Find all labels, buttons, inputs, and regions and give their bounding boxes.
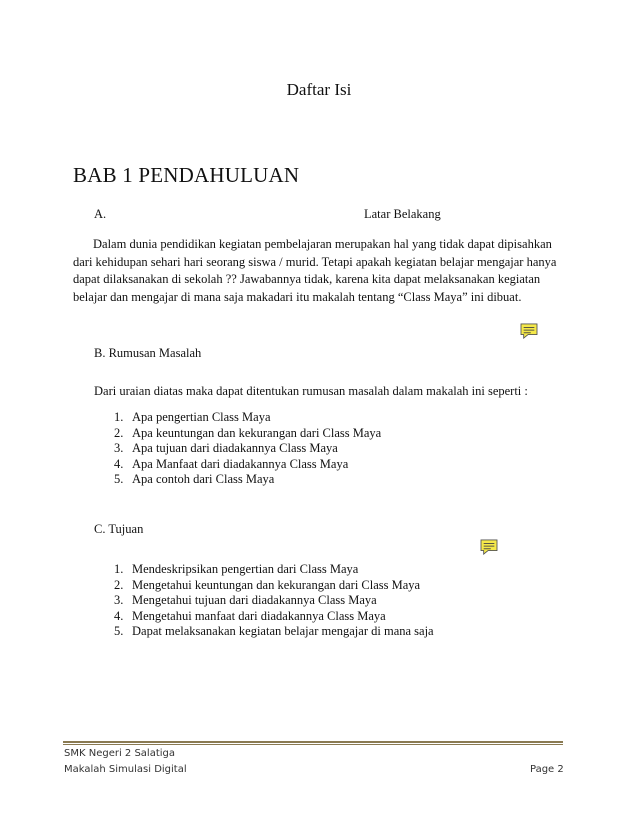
footer-rule [63,741,563,743]
section-a-letter: A. [94,207,107,221]
chapter-heading: BAB 1 PENDAHULUAN [73,163,300,187]
footer-school: SMK Negeri 2 Salatiga [64,748,176,759]
comment-note-icon[interactable] [519,323,539,339]
section-b-heading: B. Rumusan Masalah [94,346,202,360]
paragraph-line: belajar dan mengajar di mana saja makadari itu makalah tentang “Class Maya” ini dibuat. [73,289,522,304]
page-title: Daftar Isi [286,80,352,99]
footer-page-number: Page 2 [530,764,564,775]
comment-note-icon[interactable] [479,539,499,555]
section-a-heading: Latar Belakang [364,207,441,221]
section-c-heading: C. Tujuan [94,522,144,536]
section-b-intro: Dari uraian diatas maka dapat ditentukan rumusan masalah dalam makalah ini seperti : [94,384,528,398]
paragraph-line: dari kehidupan sehari hari seorang siswa / murid. Tetapi apakah kegiatan belajar mengajar hanya [73,254,557,269]
intro-paragraph [73,236,565,306]
footer-rule-thin [63,744,563,745]
paragraph-line: dapat dilaksanakan di sekolah ?? Jawabannya tidak, karena kita dapat melaksanakan kegiatan [73,272,541,286]
footer-subtitle: Makalah Simulasi Digital [64,764,187,775]
paragraph-line: Dalam dunia pendidikan kegiatan pembelajaran merupakan hal yang tidak dapat dipisahkan [93,237,552,251]
